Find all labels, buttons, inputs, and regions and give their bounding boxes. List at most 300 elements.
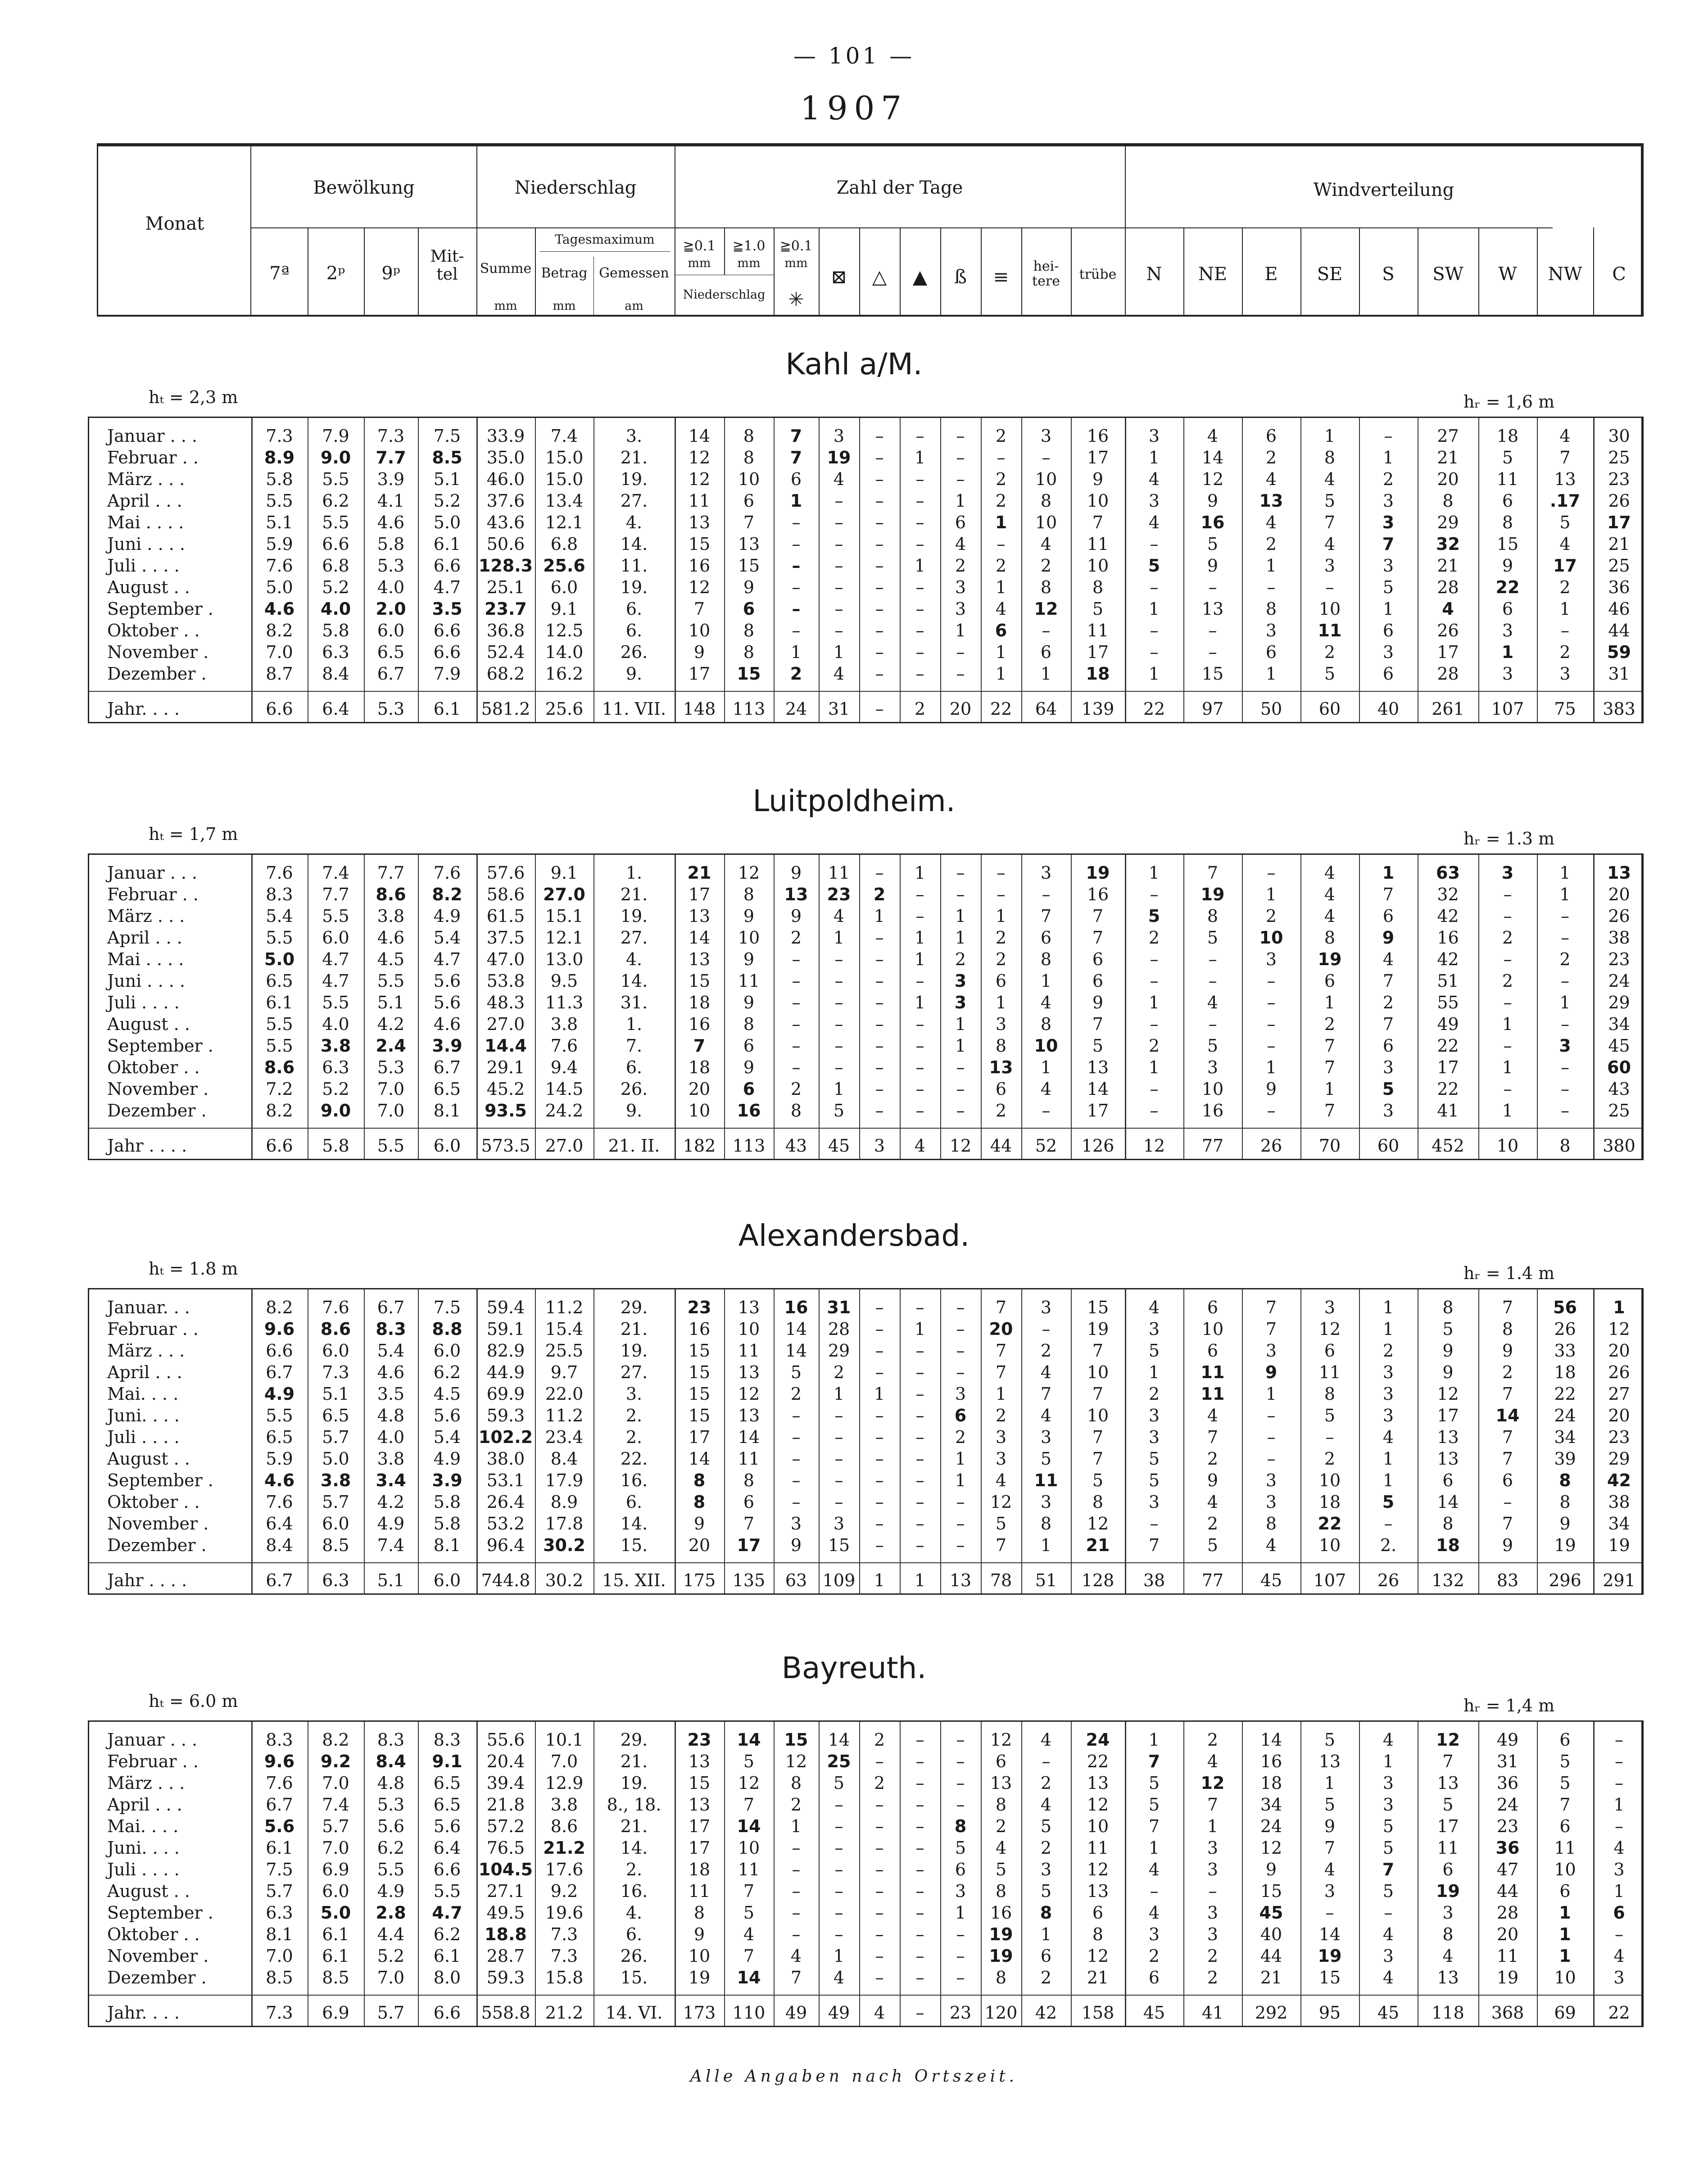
table-cell: 7.3 [266,426,293,446]
table-cell: 6.0 [322,1341,349,1361]
table-cell: – [834,1036,843,1056]
table-cell: – [875,1492,884,1512]
table-cell: 6 [1382,664,1394,684]
table-cell: – [875,1514,884,1534]
table-cell: – [915,491,924,511]
table-cell: – [915,469,924,489]
station-title: Bayreuth. [781,1651,927,1685]
table-cell: 6.9 [322,1860,349,1879]
table-cell: 30.2 [543,1535,585,1555]
table-cell: 2 [1559,642,1571,662]
table-cell: 20 [1608,1341,1630,1361]
table-cell: – [956,469,965,489]
table-cell: 4 [1265,513,1277,532]
table-cell: 5.6 [264,1816,295,1836]
jahr-cell: 7.3 [266,2003,293,2023]
table-cell: 5.6 [377,1816,405,1836]
table-cell: 5.0 [320,1903,351,1923]
table-cell: 3 [995,1427,1007,1447]
table-cell: 9.6 [264,1751,295,1771]
table-cell: – [1561,1057,1569,1077]
table-cell: 20 [1437,469,1459,489]
table-cell: 37.6 [486,491,525,511]
table-cell: 7 [1442,1751,1454,1771]
table-cell: 5.4 [433,1427,461,1447]
col-truebe: trübe [1079,267,1117,282]
table-cell: 4.9 [377,1514,405,1534]
table-cell: 14 [737,1816,761,1836]
table-cell: 4.9 [377,1881,405,1901]
table-cell: – [792,577,801,597]
jahr-cell: 107 [1313,1570,1346,1590]
table-cell: 3 [955,1881,966,1901]
table-cell: 3 [1040,1860,1052,1879]
table-cell: 21. [620,1319,648,1339]
table-cell: – [1150,642,1159,662]
table-cell: 10 [688,621,711,640]
table-cell: 7.5 [433,1298,461,1317]
table-cell: 9 [1265,1362,1278,1382]
table-cell: 1 [914,993,926,1012]
table-cell: 9 [743,577,755,597]
table-cell: 8 [1324,448,1336,467]
table-cell: 5.5 [322,469,349,489]
col-wind-ne: NE [1198,264,1228,285]
table-cell: 17 [1607,513,1631,532]
jahr-cell: 63 [785,1570,807,1590]
table-cell: 3.9 [432,1470,462,1490]
table-cell: 29. [620,1730,648,1750]
table-cell: 5 [1148,1470,1160,1490]
table-cell: 3 [1559,664,1571,684]
table-cell: – [875,448,884,467]
table-cell: 14. [620,971,648,991]
table-cell: 12 [688,469,711,489]
graupel-icon: △ [872,266,887,288]
table-cell: 5 [1092,599,1104,619]
table-cell: 5.9 [266,534,293,554]
table-cell: 4 [1040,1730,1052,1750]
table-cell: 7 [743,1946,755,1966]
table-cell: 7 [1324,1036,1336,1056]
table-cell: – [792,1492,801,1512]
jahr-cell: 26 [1260,1136,1282,1156]
page-number: — 101 — [793,43,915,69]
table-cell: 2 [790,1795,802,1815]
table-cell: 4.7 [433,949,461,969]
table-cell: 4 [995,1838,1007,1858]
table-cell: 22 [1495,577,1520,597]
table-cell: 6.6 [433,621,461,640]
table-cell: – [792,513,801,532]
table-cell: 11 [1201,1384,1225,1404]
group-windverteilung: Windverteilung [1313,180,1454,200]
table-cell: 3 [1265,1492,1277,1512]
table-cell: 34 [1608,1514,1630,1534]
table-cell: 4. [625,949,643,969]
table-cell: 1 [1502,1101,1513,1121]
table-cell: 44 [1496,1881,1519,1901]
table-cell: 57.2 [486,1816,525,1836]
table-cell: 9. [625,1101,643,1121]
table-cell: – [915,1101,924,1121]
table-cell: 10 [738,1319,760,1339]
table-cell: 13 [990,1773,1012,1793]
table-cell: 44 [1260,1946,1282,1966]
table-cell: 5.5 [322,993,349,1012]
table-cell: 2 [995,491,1007,511]
table-cell: 18 [1086,664,1110,684]
table-cell: 18 [1436,1535,1460,1555]
table-cell: 10 [1554,1968,1576,1987]
table-cell: 10 [1035,469,1057,489]
table-cell: 6. [625,1492,643,1512]
col-7a: 7ª [269,263,290,284]
table-cell: 9 [1559,1514,1571,1534]
table-cell: 6. [625,1924,643,1944]
table-cell: 8.0 [433,1968,461,1987]
table-cell: 27.1 [486,1881,525,1901]
jahr-cell: 12 [949,1136,972,1156]
table-cell: 45.2 [486,1079,525,1099]
table-cell: 22 [1087,1751,1109,1771]
table-cell: 1 [1265,1384,1277,1404]
table-cell: 1 [1148,664,1160,684]
table-cell: 49 [1437,1014,1459,1034]
table-cell: 9 [1324,1816,1336,1836]
table-cell: – [915,1535,924,1555]
table-cell: – [875,1881,884,1901]
col-mittel: Mit- tel [430,247,464,284]
station-table [88,417,1644,723]
table-cell: 4.6 [377,928,405,948]
jahr-cell: 120 [984,2003,1018,2023]
table-cell: 4.9 [433,1449,461,1469]
table-cell: 14 [1318,1924,1341,1944]
table-cell: 3 [1148,1406,1160,1425]
table-cell: 16 [1201,1101,1224,1121]
station-ht: hₜ = 1.8 m [149,1259,238,1279]
table-cell: 4 [1613,1946,1625,1966]
col-wind-sw: SW [1432,264,1463,285]
table-cell: 11 [738,971,760,991]
table-cell: 3 [1148,1492,1160,1512]
row-label-month: Oktober . . [107,1924,200,1944]
row-label-month: Februar . . [107,448,199,467]
table-cell: – [1150,1881,1159,1901]
jahr-cell: 38 [1143,1570,1165,1590]
table-cell: 3 [995,1449,1007,1469]
col-ge10: ≧1.0 [732,238,766,254]
table-cell: 9 [693,1924,705,1944]
table-cell: 4 [1613,1838,1625,1858]
jahr-cell: 368 [1491,2003,1524,2023]
table-cell: – [834,1838,843,1858]
table-cell: – [956,1057,965,1077]
table-cell: 7.3 [550,1924,578,1944]
table-cell: 1 [1382,863,1395,883]
table-cell: 1 [995,1384,1007,1404]
table-cell: – [1042,1319,1051,1339]
table-cell: 4 [1040,1362,1052,1382]
table-cell: 4 [1324,885,1336,904]
table-cell: 5.7 [322,1427,349,1447]
table-cell: 4.9 [264,1384,295,1404]
table-cell: 6 [743,599,755,619]
table-cell: 29 [1608,993,1630,1012]
table-cell: 1 [1265,664,1277,684]
unit-ge01-snow: mm [784,256,808,270]
table-cell: 15.4 [545,1319,584,1339]
table-cell: 24 [1554,1406,1576,1425]
jahr-cell: 31 [828,699,850,719]
table-cell: 7 [1324,1057,1336,1077]
table-cell: 7.5 [433,426,461,446]
table-cell: 4.0 [377,577,405,597]
table-cell: 46 [1608,599,1630,619]
table-cell: 4.2 [377,1014,405,1034]
table-cell: 1 [914,928,926,948]
table-cell: 13 [1607,863,1631,883]
table-cell: 1 [995,577,1007,597]
table-cell: 29.1 [486,1057,525,1077]
table-cell: 7 [743,1514,755,1534]
table-cell: 9 [1207,556,1219,576]
table-cell: 1 [1148,448,1160,467]
table-cell: 11. [620,556,648,576]
table-cell: 4.1 [377,491,405,511]
table-cell: – [875,971,884,991]
table-cell: 13 [688,1795,711,1815]
table-cell: 8 [743,426,755,446]
table-cell: 18 [688,1057,711,1077]
table-cell: 5 [1442,1319,1454,1339]
table-cell: – [875,1036,884,1056]
table-cell: 61.5 [486,906,525,926]
table-cell: – [915,906,924,926]
table-cell: 15 [1201,664,1224,684]
table-cell: 8., 18. [607,1795,661,1815]
jahr-cell: 20 [949,699,972,719]
table-cell: 8.3 [376,1319,406,1339]
table-cell: 7.4 [322,863,349,883]
table-cell: 8.4 [376,1751,406,1771]
table-cell: 21 [1260,1968,1282,1987]
table-cell: 1 [1148,1362,1160,1382]
table-cell: – [792,534,801,554]
table-cell: 59.4 [486,1298,525,1317]
table-cell: – [875,1838,884,1858]
storm-icon: ▲ [912,266,928,288]
table-cell: 11.2 [545,1406,584,1425]
table-cell: 5 [1207,1535,1219,1555]
table-cell: 59.3 [486,1406,525,1425]
table-cell: 7.3 [322,1362,349,1382]
table-cell: 7 [1324,1838,1336,1858]
table-cell: – [915,1014,924,1034]
table-cell: 18 [1260,1773,1282,1793]
table-cell: 5.0 [433,513,461,532]
col-betrag: Betrag [541,265,588,281]
table-cell: 9 [1092,469,1104,489]
table-cell: – [1150,1514,1159,1534]
table-cell: 3 [1382,1406,1394,1425]
table-cell: 1 [955,1903,966,1923]
row-label-month: November . [107,1946,209,1966]
table-cell: 6.2 [377,1838,405,1858]
table-cell: – [792,1449,801,1469]
table-cell: 23 [1496,1816,1519,1836]
table-cell: – [915,664,924,684]
table-cell: 25 [1608,1101,1630,1121]
table-cell: 8.1 [266,1924,293,1944]
col-wind-n: N [1146,264,1162,285]
table-cell: 2.8 [376,1903,406,1923]
table-cell: – [1615,1924,1623,1944]
table-cell: 7 [1324,1101,1336,1121]
table-cell: 32 [1437,885,1459,904]
station-hr: hᵣ = 1,6 m [1463,392,1555,412]
table-cell: – [1267,1036,1276,1056]
table-cell: 28 [1437,664,1459,684]
table-cell: – [956,885,965,904]
table-cell: 12 [1034,599,1058,619]
jahr-cell: 45 [1260,1570,1282,1590]
jahr-cell: 40 [1377,699,1400,719]
table-cell: 104.5 [478,1860,533,1879]
table-cell: 8 [1559,1492,1571,1512]
table-cell: – [956,1730,965,1750]
table-cell: 1 [1148,599,1160,619]
table-cell: 8.1 [433,1101,461,1121]
table-cell: 17 [1437,1057,1459,1077]
table-cell: 7 [1207,1427,1219,1447]
table-cell: 1 [914,1319,926,1339]
row-label-month: September . [107,1470,213,1490]
table-cell: 10 [1201,1079,1224,1099]
table-cell: 4 [1382,1968,1394,1987]
jahr-cell: 75 [1554,699,1576,719]
table-cell: 5.5 [322,513,349,532]
table-cell: 13.4 [545,491,584,511]
table-cell: – [834,513,843,532]
table-cell: – [997,448,1006,467]
table-cell: 3 [1207,1838,1219,1858]
jahr-cell: 5.5 [377,1136,405,1156]
table-cell: – [915,1946,924,1966]
table-cell: 1 [1382,599,1394,619]
table-cell: 5.1 [377,993,405,1012]
table-cell: 3.9 [432,1036,462,1056]
year-title: 1907 [800,89,908,127]
table-cell: 96.4 [486,1535,525,1555]
table-cell: 53.1 [486,1470,525,1490]
table-cell: 19. [620,1341,648,1361]
table-cell: 20.4 [486,1751,525,1771]
table-cell: 2 [1148,928,1160,948]
table-cell: 4 [1040,534,1052,554]
table-cell: 8 [1040,1903,1052,1923]
table-cell: 8 [743,448,755,467]
table-cell: 1 [995,993,1007,1012]
table-cell: 6 [1559,1881,1571,1901]
station-table [88,1288,1644,1595]
table-cell: 2 [1040,1341,1052,1361]
table-cell: 5.3 [377,1057,405,1077]
table-cell: 14 [738,1427,760,1447]
table-cell: 3 [1207,1903,1219,1923]
table-cell: 4 [1207,1406,1219,1425]
table-cell: 5 [1559,513,1571,532]
table-cell: 3 [1207,1057,1219,1077]
table-cell: 5 [1382,1881,1394,1901]
table-cell: 12 [1201,469,1224,489]
jahr-cell: 4 [914,1136,926,1156]
table-cell: 17 [688,1838,711,1858]
table-cell: 4. [625,1903,643,1923]
table-cell: 13 [1437,1427,1459,1447]
table-cell: 2 [1265,534,1277,554]
table-cell: 28 [1437,577,1459,597]
table-cell: – [1267,577,1276,597]
table-cell: 21. [620,1751,648,1771]
table-cell: 11.3 [545,993,584,1012]
table-cell: 2 [1207,1449,1219,1469]
table-cell: – [915,1795,924,1815]
table-cell: 14 [737,1730,761,1750]
table-cell: 1 [1613,1298,1625,1317]
table-cell: – [875,993,884,1012]
table-cell: – [1615,1773,1623,1793]
table-cell: 9.7 [550,1362,578,1382]
table-cell: 1 [1559,1946,1571,1966]
table-cell: 13 [688,513,711,532]
table-cell: 3 [1382,556,1394,576]
table-cell: 1 [1148,993,1160,1012]
table-cell: 9 [743,906,755,926]
table-cell: 8.6 [320,1319,351,1339]
table-cell: 10 [738,928,760,948]
table-cell: 14 [1437,1492,1459,1512]
table-cell: 8 [1442,1298,1454,1317]
table-cell: 9.4 [550,1057,578,1077]
table-cell: 1 [1040,971,1052,991]
table-cell: – [1561,1101,1569,1121]
table-cell: 21. [620,448,648,467]
jahr-cell: 113 [732,1136,766,1156]
snow-icon: ✳ [788,288,804,310]
table-cell: 28 [1496,1903,1519,1923]
table-cell: 1 [914,556,926,576]
table-cell: 3 [955,599,966,619]
table-cell: 8.8 [432,1319,462,1339]
table-cell: 4.0 [377,1427,405,1447]
table-cell: 3.8 [550,1014,578,1034]
table-cell: 5.5 [266,1014,293,1034]
table-cell: 19 [989,1946,1013,1966]
table-cell: 16 [990,1903,1012,1923]
jahr-cell: 41 [1201,2003,1224,2023]
table-cell: 4.7 [322,949,349,969]
table-cell: 3 [1613,1968,1625,1987]
table-cell: 1 [1559,885,1571,904]
table-cell: 3 [1265,949,1277,969]
table-cell: 16 [688,1014,711,1034]
table-cell: 3 [1148,1319,1160,1339]
table-cell: 5 [1148,1449,1160,1469]
table-cell: 10 [1554,1860,1576,1879]
table-cell: 6.3 [322,642,349,662]
